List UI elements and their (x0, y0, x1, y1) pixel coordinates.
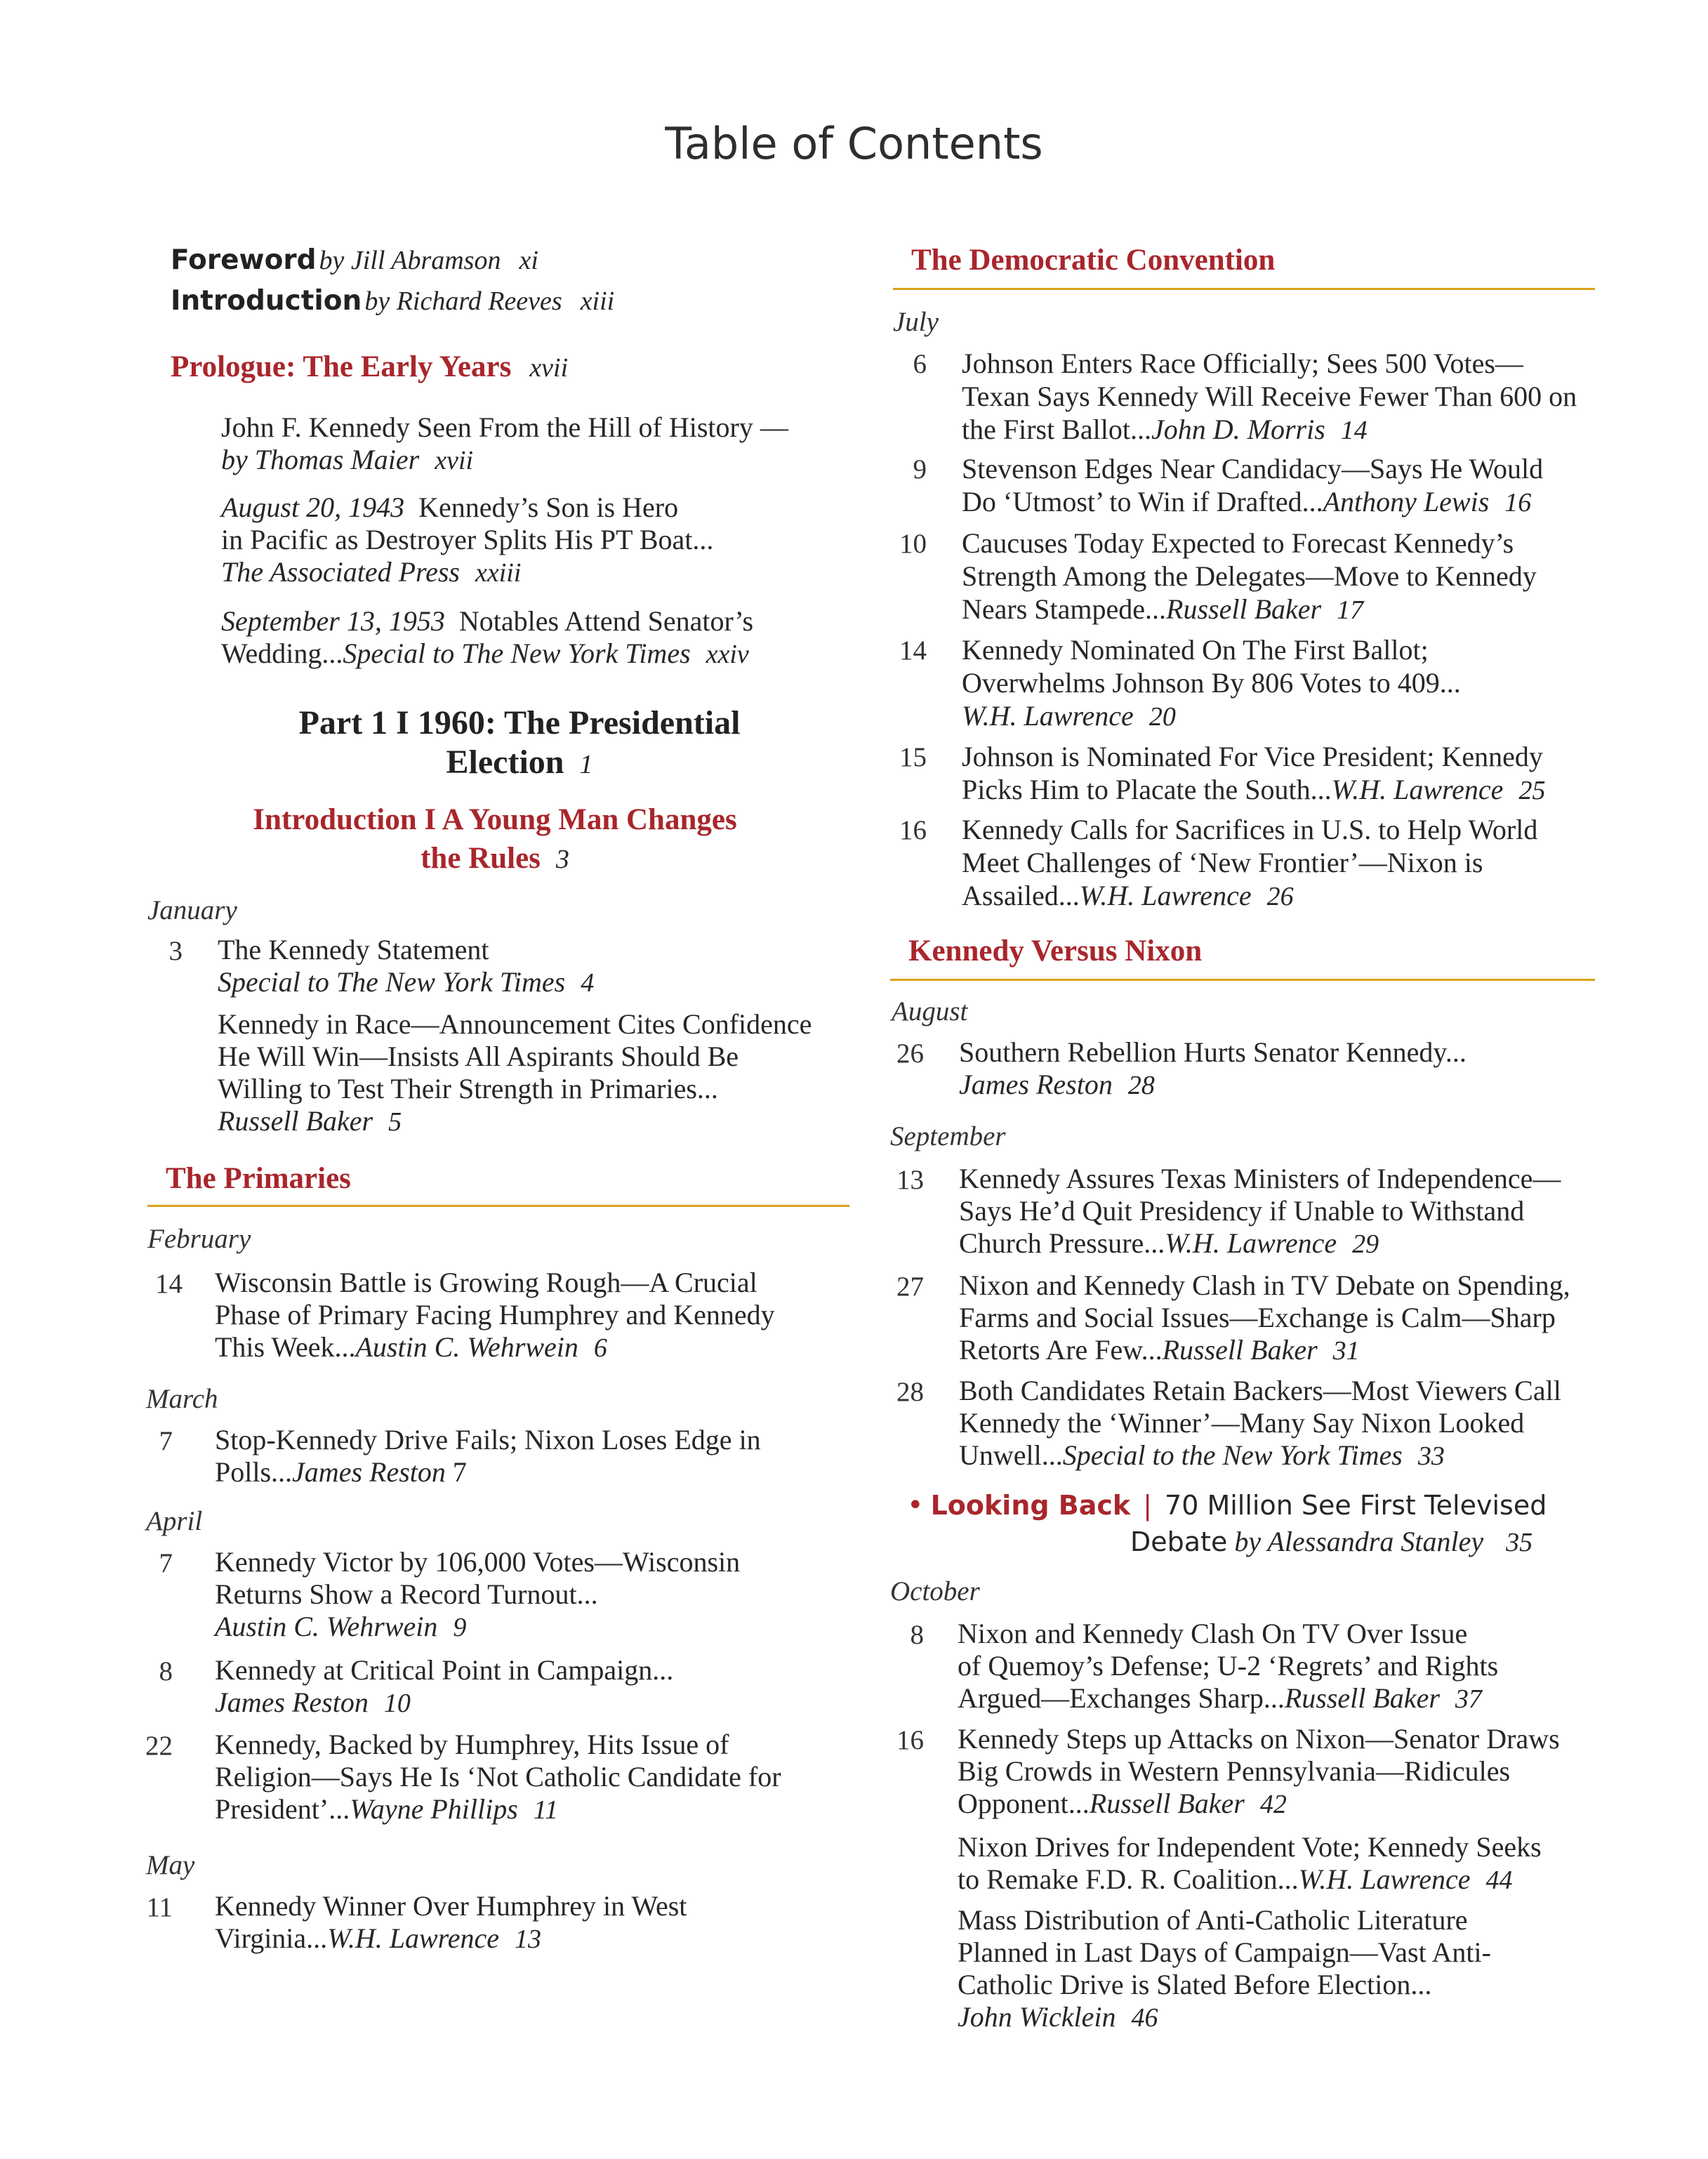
entry-line: Opponent... (958, 1788, 1090, 1819)
intro-page: 3 (555, 845, 569, 874)
entry-page: 4 (581, 968, 595, 998)
entry-page: 31 (1332, 1336, 1360, 1366)
day-number: 14 (155, 1269, 183, 1299)
entry-line: Returns Show a Record Turnout... (215, 1578, 598, 1610)
intro-line-1: Introduction I A Young Man Changes (253, 803, 737, 836)
day-number: 26 (896, 1038, 924, 1069)
entry-page: 46 (1131, 2003, 1158, 2033)
month-january: January (147, 895, 237, 925)
introduction-author: by Richard Reeves (364, 286, 562, 316)
introduction-page: xiii (580, 286, 615, 316)
entry-author: W.H. Lawrence (1331, 774, 1504, 805)
entry-page: 13 (515, 1924, 541, 1954)
entry-author: Wayne Phillips (350, 1793, 518, 1825)
day-number: 27 (896, 1272, 924, 1302)
month-october: October (890, 1576, 980, 1606)
day-number: 22 (145, 1731, 173, 1761)
entry-page: 20 (1148, 702, 1176, 732)
entry-line: Unwell... (959, 1439, 1063, 1471)
entry-line: Wisconsin Battle is Growing Rough—A Crucial (215, 1267, 757, 1298)
entry-page: 29 (1352, 1229, 1379, 1259)
day-number: 7 (159, 1548, 173, 1578)
entry-page: 44 (1485, 1866, 1513, 1895)
entry-author: W.H. Lawrence (1079, 880, 1252, 911)
prologue-entry-1[interactable] (221, 411, 788, 477)
looking-back-entry[interactable] (907, 1487, 1547, 1561)
entry-author: Special to The New York Times (218, 966, 566, 998)
october-entry-independent[interactable] (958, 1831, 1542, 1896)
month-march: March (146, 1384, 218, 1414)
entry-page: 7 (452, 1456, 467, 1488)
part-line-2: Election (446, 744, 564, 781)
entry-page: 10 (383, 1689, 411, 1718)
entry-line: in Pacific as Destroyer Splits His PT Boat... (221, 524, 714, 555)
entry-line: Johnson is Nominated For Vice President; Kennedy (962, 741, 1543, 772)
part-1-heading[interactable] (211, 704, 828, 784)
entry-author: Austin C. Wehrwein (215, 1611, 438, 1642)
entry-author: Austin C. Wehrwein (355, 1331, 578, 1363)
bullet-icon: • (907, 1489, 924, 1521)
entry-page: 28 (1127, 1071, 1155, 1100)
entry-line: Nixon Drives for Independent Vote; Kennedy Seeks (958, 1831, 1542, 1863)
page-title: Table of Contents (665, 118, 1043, 169)
entry-line: Kennedy Assures Texas Ministers of Independence— (959, 1163, 1561, 1194)
entry-line: Texan Says Kennedy Will Receive Fewer Than 600 on (962, 381, 1577, 412)
entry-date: September 13, 1953 (221, 605, 445, 637)
entry-author: James Reston (292, 1456, 446, 1488)
entry-line: John F. Kennedy Seen From the Hill of History — (221, 411, 788, 443)
prologue-heading[interactable] (171, 350, 568, 384)
day-number: 10 (899, 529, 927, 559)
entry-line: He Will Win—Insists All Aspirants Should Be (218, 1041, 739, 1072)
entry-author: Special to the New York Times (1062, 1439, 1403, 1471)
entry-line: Picks Him to Placate the South... (962, 774, 1332, 805)
entry-author: James Reston (215, 1686, 369, 1718)
september-entry-27[interactable] (959, 1269, 1570, 1367)
entry-author: John Wicklein (958, 2001, 1116, 2033)
entry-line: Do ‘Utmost’ to Win if Drafted... (962, 486, 1323, 517)
foreword-author: by Jill Abramson (319, 246, 501, 275)
entry-date: August 20, 1943 (221, 491, 405, 523)
entry-line: Meet Challenges of ‘New Frontier’—Nixon is (962, 847, 1483, 878)
entry-line: Kennedy the ‘Winner’—Many Say Nixon Looked (959, 1407, 1525, 1439)
entry-page: 5 (388, 1107, 402, 1137)
october-entry-8[interactable] (958, 1618, 1498, 1715)
entry-line: Virginia... (215, 1922, 328, 1954)
entry-page: 33 (1417, 1441, 1445, 1471)
entry-line: Phase of Primary Facing Humphrey and Kennedy (215, 1299, 775, 1331)
day-number: 3 (168, 936, 183, 966)
july-entry-16[interactable] (962, 813, 1537, 913)
entry-line: of Quemoy’s Defense; U-2 ‘Regrets’ and Rights (958, 1650, 1499, 1682)
august-entry[interactable] (959, 1036, 1467, 1102)
entry-author: Russell Baker (1089, 1788, 1245, 1819)
entry-author: James Reston (959, 1069, 1113, 1100)
entry-author: W.H. Lawrence (962, 700, 1134, 732)
entry-line: Planned in Last Days of Campaign—Vast Anti- (958, 1936, 1491, 1968)
entry-line: 70 Million See First Televised (1165, 1490, 1547, 1521)
entry-page: 6 (593, 1333, 607, 1363)
entry-line: to Remake F.D. R. Coalition... (958, 1863, 1299, 1895)
introduction-label: Introduction (171, 285, 362, 317)
prologue-entry-2[interactable] (221, 491, 713, 589)
prologue-page: xvii (529, 353, 569, 383)
month-april: April (146, 1506, 203, 1536)
entry-line: Overwhelms Johnson By 806 Votes to 409... (962, 667, 1461, 699)
entry-line: Kennedy Winner Over Humphrey in West (215, 1890, 687, 1922)
entry-line: Nixon and Kennedy Clash On TV Over Issue (958, 1618, 1468, 1649)
day-number: 28 (896, 1377, 924, 1407)
entry-line: Catholic Drive is Slated Before Election... (958, 1969, 1432, 2000)
entry-line: Kennedy Victor by 106,000 Votes—Wisconsin (215, 1546, 741, 1578)
entry-page: 42 (1259, 1790, 1287, 1819)
month-august: August (892, 996, 968, 1026)
entry-author: Russell Baker (1166, 593, 1322, 625)
september-entry-28[interactable] (959, 1375, 1561, 1472)
october-entry-16[interactable] (958, 1723, 1560, 1821)
entry-line: Wedding... (221, 638, 343, 669)
entry-line: Debate (1130, 1526, 1228, 1557)
day-number: 16 (896, 1725, 924, 1755)
entry-line: Kennedy Nominated On The First Ballot; (962, 634, 1429, 666)
entry-line: Assailed... (962, 880, 1080, 911)
entry-line: Caucuses Today Expected to Forecast Kennedy’s (962, 527, 1514, 559)
entry-line: The Kennedy Statement (218, 934, 489, 965)
entry-line: Strength Among the Delegates—Move to Kennedy (962, 560, 1537, 592)
intro-heading[interactable] (168, 800, 821, 879)
day-number: 8 (159, 1656, 173, 1686)
entry-page: 11 (533, 1795, 558, 1825)
separator: | (1143, 1490, 1153, 1521)
entry-line: Notables Attend Senator’s (458, 605, 754, 637)
entry-line: the First Ballot... (962, 414, 1151, 445)
looking-back-label: Looking Back (930, 1490, 1131, 1521)
entry-line: Mass Distribution of Anti-Catholic Literature (958, 1904, 1468, 1936)
january-entry-2[interactable] (218, 1008, 812, 1138)
section-primaries-title: The Primaries (166, 1162, 351, 1195)
entry-line: Both Candidates Retain Backers—Most Viewers Call (959, 1375, 1561, 1406)
month-july: July (893, 307, 939, 337)
january-entry-1[interactable] (218, 934, 594, 999)
foreword-entry[interactable] (171, 244, 538, 276)
foreword-page: xi (519, 246, 538, 275)
day-number: 15 (899, 742, 927, 772)
entry-line: Argued—Exchanges Sharp... (958, 1682, 1285, 1714)
day-number: 14 (899, 635, 927, 666)
entry-line: Says He’d Quit Presidency if Unable to Withstand (959, 1195, 1525, 1227)
entry-line: Kennedy, Backed by Humphrey, Hits Issue of (215, 1729, 729, 1760)
entry-line: Johnson Enters Race Officially; Sees 500 Votes— (962, 348, 1523, 379)
section-rule (890, 979, 1595, 981)
month-may: May (146, 1850, 195, 1880)
day-number: 8 (910, 1620, 924, 1650)
entry-page: xxiii (475, 558, 522, 588)
entry-line: This Week... (215, 1331, 356, 1363)
entry-line: Southern Rebellion Hurts Senator Kennedy... (959, 1036, 1467, 1068)
day-number: 9 (913, 454, 927, 484)
intro-line-2: the Rules (421, 842, 541, 875)
entry-line: Stop-Kennedy Drive Fails; Nixon Loses Edge in (215, 1424, 761, 1455)
entry-author: The Associated Press (221, 556, 460, 588)
entry-author: John D. Morris (1151, 414, 1325, 445)
prologue-entry-3[interactable] (221, 605, 753, 671)
section-versus-title: Kennedy Versus Nixon (908, 935, 1203, 968)
may-entry[interactable] (215, 1890, 687, 1955)
april-entry-3[interactable] (215, 1729, 781, 1826)
day-number: 7 (159, 1426, 173, 1456)
introduction-entry[interactable] (171, 285, 614, 317)
entry-line: Church Pressure... (959, 1227, 1165, 1259)
section-convention-title: The Democratic Convention (911, 244, 1276, 277)
day-number: 13 (896, 1165, 924, 1195)
day-number: 11 (146, 1892, 173, 1922)
entry-line: Kennedy in Race—Announcement Cites Confidence (218, 1008, 812, 1040)
part-page: 1 (579, 750, 593, 779)
april-entry-2[interactable] (215, 1654, 673, 1719)
entry-line: Nixon and Kennedy Clash in TV Debate on Spending, (959, 1269, 1570, 1301)
entry-line: Kennedy’s Son is Hero (418, 491, 679, 523)
entry-line: Stevenson Edges Near Candidacy—Says He Would (962, 453, 1544, 484)
entry-author: Russell Baker (218, 1105, 373, 1137)
july-entry-10[interactable] (962, 527, 1537, 627)
entry-line: Retorts Are Few... (959, 1334, 1163, 1366)
entry-line: Nears Stampede... (962, 593, 1167, 625)
entry-author: by Alessandra Stanley (1234, 1526, 1484, 1557)
entry-author: Special to The New York Times (343, 638, 691, 669)
july-entry-9[interactable] (962, 452, 1543, 520)
entry-author: Russell Baker (1284, 1682, 1440, 1714)
entry-author: W.H. Lawrence (1298, 1863, 1471, 1895)
entry-page: 9 (453, 1613, 467, 1642)
september-entry-13[interactable] (959, 1163, 1561, 1260)
entry-line: President’... (215, 1793, 350, 1825)
entry-page: xvii (435, 446, 474, 475)
entry-page: 14 (1340, 416, 1368, 445)
entry-line: Religion—Says He Is ‘Not Catholic Candidate for (215, 1761, 781, 1792)
entry-page: 17 (1337, 595, 1364, 625)
entry-line: Big Crowds in Western Pennsylvania—Ridicules (958, 1755, 1511, 1787)
entry-page: 16 (1504, 488, 1532, 517)
day-number: 16 (899, 815, 927, 845)
entry-author: W.H. Lawrence (327, 1922, 499, 1954)
entry-author: by Thomas Maier (221, 444, 420, 475)
month-february: February (147, 1224, 251, 1254)
march-entry[interactable] (215, 1424, 761, 1488)
entry-line: Willing to Test Their Strength in Primaries... (218, 1073, 718, 1104)
entry-author: W.H. Lawrence (1165, 1227, 1337, 1259)
entry-line: Polls... (215, 1456, 293, 1488)
april-entry-1[interactable] (215, 1546, 740, 1644)
entry-author: Anthony Lewis (1323, 486, 1490, 517)
section-rule (147, 1205, 849, 1207)
day-number: 6 (913, 349, 927, 379)
entry-page: 26 (1266, 882, 1294, 911)
entry-line: Kennedy Calls for Sacrifices in U.S. to Help World (962, 814, 1538, 845)
entry-line: Kennedy at Critical Point in Campaign... (215, 1654, 674, 1686)
entry-line: Farms and Social Issues—Exchange is Calm—Sharp (959, 1302, 1556, 1333)
month-september: September (890, 1121, 1006, 1151)
entry-page: 37 (1455, 1684, 1482, 1714)
entry-page: 25 (1518, 776, 1546, 805)
october-entry-anti-catholic[interactable] (958, 1904, 1491, 2034)
part-line-1: Part 1 I 1960: The Presidential (298, 704, 741, 741)
section-rule (893, 288, 1595, 290)
prologue-title: Prologue: The Early Years (171, 350, 512, 383)
foreword-label: Foreword (171, 244, 317, 276)
february-entry[interactable] (215, 1267, 775, 1364)
entry-line: Kennedy Steps up Attacks on Nixon—Senator Draws (958, 1723, 1560, 1755)
july-entry-6[interactable] (962, 347, 1577, 447)
july-entry-15[interactable] (962, 740, 1545, 807)
entry-page: 35 (1506, 1528, 1533, 1557)
entry-page: xxiv (706, 640, 749, 669)
entry-author: Russell Baker (1162, 1334, 1318, 1366)
july-entry-14[interactable] (962, 633, 1461, 734)
